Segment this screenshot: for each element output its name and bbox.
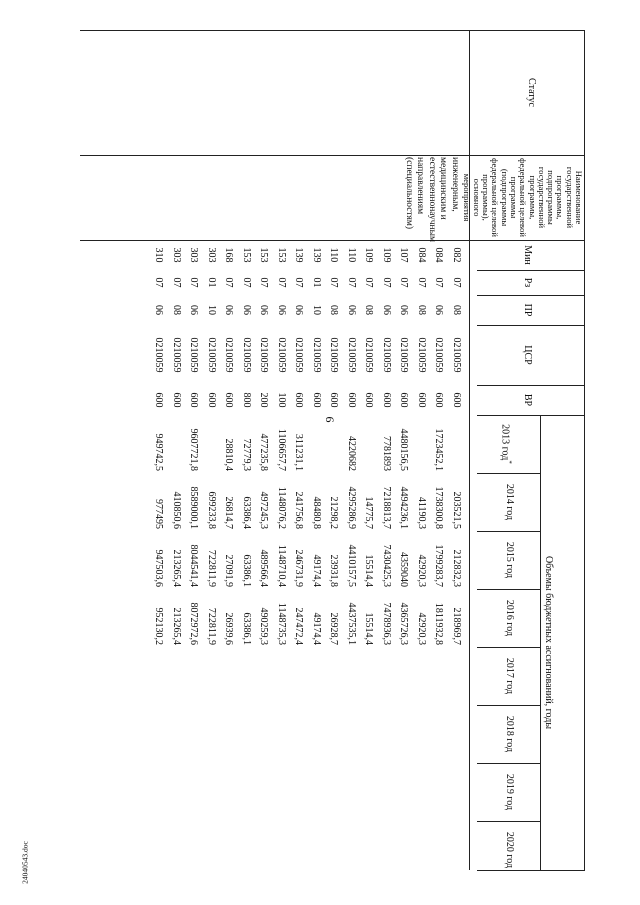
csr-cell: 0210059 <box>363 337 375 373</box>
min-column-border <box>80 240 585 241</box>
min-cell: 109 <box>381 247 392 263</box>
rz-cell: 07 <box>188 277 200 288</box>
year-header <box>503 589 515 647</box>
year-header <box>503 705 515 763</box>
value-2015-cell: 489566,4 <box>258 549 270 587</box>
program-name-cell <box>403 157 461 242</box>
value-2015-cell: 1799283,7 <box>433 544 445 587</box>
value-2013-cell: 4480156,5 <box>398 428 410 471</box>
value-2014-cell: 14775,7 <box>363 496 375 529</box>
value-2013-cell: 1723452,1 <box>433 428 445 471</box>
value-2016-cell: 4365726,3 <box>398 602 410 645</box>
value-2015-cell: 213265,4 <box>171 549 182 587</box>
year-label: 2020 год <box>504 831 515 869</box>
rz-cell: 07 <box>223 277 235 288</box>
pr-cell: 08 <box>451 305 462 315</box>
value-2016-cell: 247472,4 <box>293 607 305 645</box>
value-2015-cell: 63386,1 <box>241 554 252 587</box>
vr-cell: 200 <box>258 392 270 408</box>
name-header-line: программы <box>508 176 519 219</box>
pr-cell: 08 <box>363 305 375 315</box>
pr-cell: 06 <box>241 305 252 315</box>
value-2013-cell: 4220682 <box>346 436 357 471</box>
vr-cell: 600 <box>311 392 322 408</box>
rz-cell: 07 <box>171 277 182 288</box>
vr-cell: 600 <box>416 392 427 408</box>
csr-cell: 0210059 <box>398 337 410 373</box>
value-2014-cell: 21298,2 <box>328 496 340 529</box>
value-2015-cell: 947503,6 <box>153 549 165 587</box>
value-2015-cell: 722811,9 <box>206 549 217 587</box>
years-column-border <box>477 415 585 416</box>
year-label: 2019 год <box>504 773 515 811</box>
rz-cell: 07 <box>328 277 340 288</box>
year-header <box>503 473 515 531</box>
year-label: 2013 год <box>499 424 511 461</box>
value-2016-cell: 26939,6 <box>223 612 235 645</box>
rz-cell: 01 <box>206 277 217 288</box>
value-2014-cell: 1148076,2 <box>276 486 287 529</box>
value-2013-cell: 28810,4 <box>223 438 235 471</box>
value-2013-cell: 7781893 <box>381 436 392 471</box>
name-header-line: Наименование <box>574 170 584 225</box>
value-2016-cell: 490259,3 <box>258 607 270 645</box>
name-header-line: (подпрограммы <box>499 168 510 227</box>
value-2016-cell: 7478936,3 <box>381 602 392 645</box>
rz-cell: 07 <box>416 277 427 288</box>
page-number: 9 <box>322 416 337 423</box>
pr-cell: 10 <box>206 305 217 315</box>
year-label: 2016 год <box>504 599 515 637</box>
vr-cell: 600 <box>188 392 200 408</box>
vr-cell: 600 <box>398 392 410 408</box>
value-2013-cell: 72779,3 <box>241 438 252 471</box>
pr-cell: 10 <box>311 305 322 315</box>
csr-cell: 0210059 <box>346 337 357 373</box>
year-label: 2015 год <box>504 541 515 579</box>
vr-cell: 600 <box>363 392 375 408</box>
rz-cell: 07 <box>258 277 270 288</box>
min-cell: 303 <box>171 247 182 263</box>
year-header <box>503 531 515 589</box>
csr-cell: 0210059 <box>223 337 235 373</box>
csr-cell: 0210059 <box>328 337 340 373</box>
value-2016-cell: 8072972,6 <box>188 602 200 645</box>
min-cell: 139 <box>293 247 305 263</box>
rz-cell: 07 <box>241 277 252 288</box>
value-2014-cell: 410850,6 <box>171 491 182 529</box>
value-2015-cell: 42920,3 <box>416 554 427 587</box>
table-top-border <box>584 30 585 870</box>
vr-header: ВР <box>522 393 533 407</box>
pr-cell: 08 <box>328 305 340 315</box>
csr-cell: 0210059 <box>293 337 305 373</box>
vr-cell: 600 <box>293 392 305 408</box>
name-header-line: мероприятия <box>462 173 473 222</box>
csr-cell: 0210059 <box>381 337 392 373</box>
rz-cell: 07 <box>346 277 357 288</box>
pr-cell: 08 <box>171 305 182 315</box>
footnote-mark: * <box>505 460 513 464</box>
rz-cell: 07 <box>153 277 165 288</box>
value-2016-cell: 1148735,3 <box>276 602 287 645</box>
csr-cell: 0210059 <box>433 337 445 373</box>
min-cell: 110 <box>346 247 357 263</box>
vr-cell: 600 <box>223 392 235 408</box>
pr-cell: 06 <box>381 305 392 315</box>
value-2013-cell: 949742,5 <box>153 433 165 471</box>
value-2013-cell: 311231,1 <box>293 433 305 471</box>
value-2015-cell: 212832,3 <box>451 549 462 587</box>
status-header: Статус <box>526 78 537 107</box>
vr-cell: 600 <box>328 392 340 408</box>
vr-cell: 600 <box>381 392 392 408</box>
name-header-line: федеральной целевой <box>490 158 501 237</box>
value-2015-cell: 1148710,4 <box>276 544 287 587</box>
pr-cell: 06 <box>188 305 200 315</box>
vr-cell: 800 <box>241 392 252 408</box>
value-2016-cell: 1811932,8 <box>433 602 445 645</box>
csr-cell: 0210059 <box>153 337 165 373</box>
value-2014-cell: 497245,3 <box>258 491 270 529</box>
min-cell: 139 <box>311 247 322 263</box>
value-2014-cell: 4494236,1 <box>398 486 410 529</box>
value-2013-cell: 1106657,7 <box>276 428 287 471</box>
rz-cell: 07 <box>276 277 287 288</box>
pr-cell: 06 <box>398 305 410 315</box>
pr-cell: 06 <box>258 305 270 315</box>
min-cell: 109 <box>363 247 375 263</box>
csr-cell: 0210059 <box>206 337 217 373</box>
year-label: 2017 год <box>504 657 515 695</box>
value-2014-cell: 8589000,1 <box>188 486 200 529</box>
program-name-line: направлениям <box>415 157 426 215</box>
program-name-line: естественнонаучным <box>427 157 437 243</box>
value-2015-cell: 246731,9 <box>293 549 305 587</box>
value-2014-cell: 4295286,9 <box>346 486 357 529</box>
vr-cell: 600 <box>171 392 182 408</box>
value-2015-cell: 4410157,5 <box>346 544 357 587</box>
min-cell: 153 <box>241 247 252 263</box>
value-2015-cell: 23931,8 <box>328 554 340 587</box>
pr-cell: 06 <box>346 305 357 315</box>
name-header <box>462 155 583 240</box>
year-header <box>503 647 515 705</box>
value-2015-cell: 49174,4 <box>311 554 322 587</box>
value-2013-cell: 9607721,8 <box>188 428 200 471</box>
min-cell: 107 <box>398 247 410 263</box>
csr-cell: 0210059 <box>416 337 427 373</box>
value-2014-cell: 203521,5 <box>451 491 462 529</box>
csr-cell: 0210059 <box>241 337 252 373</box>
pr-cell: 06 <box>276 305 287 315</box>
footer-doc-name: 24040543.doc <box>20 841 30 884</box>
name-header-line: программы, <box>555 175 566 220</box>
vr-cell: 600 <box>346 392 357 408</box>
rz-cell: 07 <box>381 277 392 288</box>
rz-cell: 07 <box>293 277 305 288</box>
min-cell: 110 <box>328 247 340 263</box>
year-header <box>499 415 515 473</box>
csr-cell: 0210059 <box>451 337 462 373</box>
value-2016-cell: 4437535,1 <box>346 602 357 645</box>
rz-cell: 07 <box>363 277 375 288</box>
budget-group-rule <box>540 415 541 870</box>
value-2014-cell: 41190,3 <box>416 496 427 529</box>
csr-cell: 0210059 <box>188 337 200 373</box>
value-2014-cell: 7218813,7 <box>381 486 392 529</box>
program-name-line: медицинским и <box>438 157 449 220</box>
budget-table <box>80 30 585 880</box>
year-header <box>503 821 515 879</box>
value-2014-cell: 241756,8 <box>293 491 305 529</box>
year-header <box>503 763 515 821</box>
csr-cell: 0210059 <box>171 337 182 373</box>
value-2015-cell: 7430425,3 <box>381 544 392 587</box>
rz-cell: 01 <box>311 277 322 288</box>
min-cell: 303 <box>206 247 217 263</box>
value-2015-cell: 8044541,4 <box>188 544 200 587</box>
budget-group-header: Объемы бюджетных ассигнований, годы <box>543 555 554 730</box>
rz-header: Рз <box>522 277 533 288</box>
name-header-line: программы, <box>527 175 538 220</box>
value-2016-cell: 213265,4 <box>171 607 182 645</box>
vr-cell: 600 <box>433 392 445 408</box>
vr-cell: 100 <box>276 392 287 408</box>
program-name-line: (специальностям) <box>404 157 414 230</box>
rz-cell: 07 <box>398 277 410 288</box>
value-2015-cell: 4359040 <box>398 552 410 587</box>
min-cell: 310 <box>153 247 165 263</box>
vr-cell: 600 <box>451 392 462 408</box>
min-cell: 082 <box>451 247 462 263</box>
rz-cell: 07 <box>433 277 445 288</box>
program-name-line: инженерным, <box>450 157 460 212</box>
name-header-line: подпрограммы <box>546 170 557 225</box>
value-2016-cell: 722811,9 <box>206 607 217 645</box>
vr-cell: 600 <box>153 392 165 408</box>
min-cell: 153 <box>258 247 270 263</box>
value-2013-cell: 477235,8 <box>258 433 270 471</box>
value-2014-cell: 26814,7 <box>223 496 235 529</box>
pr-cell: 06 <box>153 305 165 315</box>
rz-cell: 07 <box>451 277 462 288</box>
value-2015-cell: 27091,9 <box>223 554 235 587</box>
value-2016-cell: 63386,1 <box>241 612 252 645</box>
value-2016-cell: 26928,7 <box>328 612 340 645</box>
value-2014-cell: 977495 <box>153 499 165 529</box>
name-header-line: государственной <box>564 166 575 229</box>
value-2014-cell: 48480,8 <box>311 496 322 529</box>
status-column-border <box>80 30 585 31</box>
name-header-line: программы), основного <box>471 174 492 221</box>
csr-cell: 0210059 <box>258 337 270 373</box>
value-2015-cell: 15514,4 <box>363 554 375 587</box>
value-2016-cell: 15514,4 <box>363 612 375 645</box>
value-2016-cell: 49174,4 <box>311 612 322 645</box>
value-2016-cell: 218969,7 <box>451 607 462 645</box>
value-2014-cell: 699233,8 <box>206 491 217 529</box>
year-label: 2018 год <box>504 715 515 753</box>
min-header: Мин <box>522 245 533 265</box>
min-cell: 168 <box>223 247 235 263</box>
pr-cell: 06 <box>223 305 235 315</box>
table-right-border <box>477 870 585 871</box>
name-header-line: государственной <box>536 166 547 229</box>
pr-cell: 06 <box>293 305 305 315</box>
pr-header: ПР <box>522 303 533 317</box>
pr-cell: 08 <box>416 305 427 315</box>
csr-header: ЦСР <box>522 345 533 365</box>
year-label: 2014 год <box>504 483 515 521</box>
min-cell: 084 <box>416 247 427 263</box>
min-cell: 153 <box>276 247 287 263</box>
value-2014-cell: 1738300,8 <box>433 486 445 529</box>
csr-cell: 0210059 <box>276 337 287 373</box>
value-2016-cell: 952130,2 <box>153 607 165 645</box>
vr-cell: 600 <box>206 392 217 408</box>
csr-cell: 0210059 <box>311 337 322 373</box>
value-2014-cell: 63386,4 <box>241 496 252 529</box>
value-2016-cell: 42920,3 <box>416 612 427 645</box>
min-cell: 084 <box>433 247 445 263</box>
pr-cell: 06 <box>433 305 445 315</box>
min-cell: 303 <box>188 247 200 263</box>
name-header-line: федеральной целевой <box>518 158 529 237</box>
